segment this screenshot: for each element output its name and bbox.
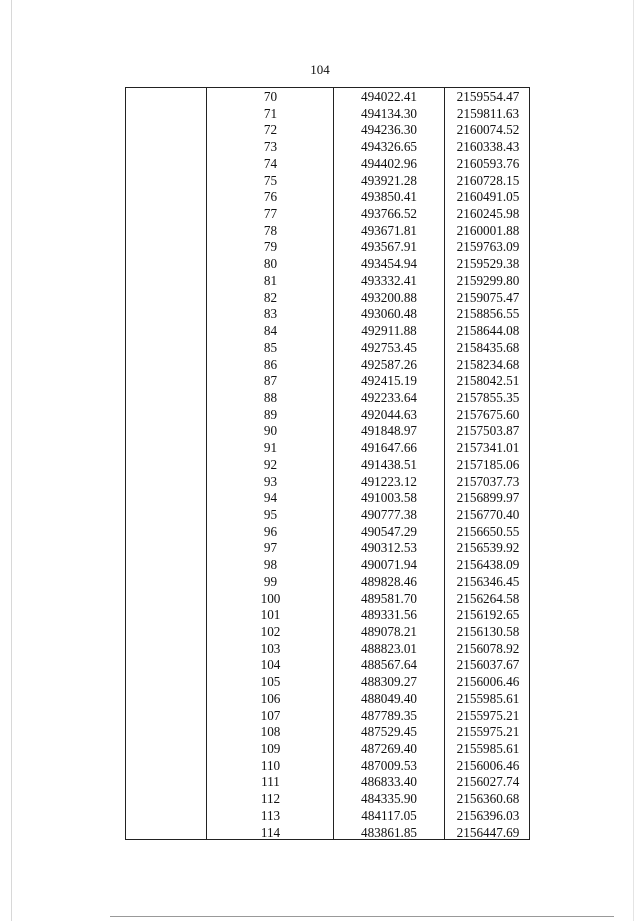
- x-coordinate-cell: 489828.46: [360, 573, 418, 589]
- y-coordinate-cell: 2156006.46: [456, 757, 520, 773]
- point-number-cell: 82: [263, 289, 278, 305]
- table-row: [126, 757, 529, 774]
- y-coordinate-cell: 2160245.98: [456, 206, 520, 222]
- x-coordinate-cell: 487269.40: [360, 741, 418, 757]
- table-row: [126, 623, 529, 640]
- y-coordinate-cell: 2158644.08: [456, 323, 520, 339]
- table-row: [126, 673, 529, 690]
- table-row: [126, 255, 529, 272]
- point-number-cell: 84: [263, 323, 278, 339]
- y-coordinate-cell: 2156027.74: [456, 774, 520, 790]
- point-number-cell: 86: [263, 356, 278, 372]
- x-coordinate-cell: 484335.90: [360, 791, 418, 807]
- table-row: [126, 121, 529, 138]
- x-coordinate-cell: 490071.94: [360, 557, 418, 573]
- y-coordinate-cell: 2157675.60: [456, 406, 520, 422]
- table-row: [126, 707, 529, 724]
- table-row: [126, 155, 529, 172]
- point-number-cell: 70: [263, 89, 278, 104]
- y-coordinate-cell: 2156899.97: [456, 490, 520, 506]
- point-number-cell: 87: [263, 373, 278, 389]
- point-number-cell: 96: [263, 523, 278, 539]
- table-row: [126, 606, 529, 623]
- y-coordinate-cell: 2160728.15: [456, 172, 520, 188]
- table-row: [126, 188, 529, 205]
- x-coordinate-cell: 486833.40: [360, 774, 418, 790]
- table-row: [126, 740, 529, 757]
- x-coordinate-cell: 493921.28: [360, 172, 418, 188]
- table-row: [126, 573, 529, 590]
- y-coordinate-cell: 2159554.47: [456, 89, 520, 104]
- y-coordinate-cell: 2159075.47: [456, 289, 520, 305]
- table-body: [126, 88, 529, 840]
- x-coordinate-cell: 494402.96: [360, 155, 418, 171]
- table-row: [126, 690, 529, 707]
- table-row: [126, 773, 529, 790]
- table-row: [126, 640, 529, 657]
- y-coordinate-cell: 2158435.68: [456, 339, 520, 355]
- y-coordinate-cell: 2160338.43: [456, 139, 520, 155]
- x-coordinate-cell: 492415.19: [360, 373, 418, 389]
- point-number-cell: 103: [260, 640, 281, 656]
- x-coordinate-cell: 493454.94: [360, 256, 418, 272]
- page-number: 104: [310, 62, 330, 77]
- y-coordinate-cell: 2156650.55: [456, 523, 520, 539]
- x-coordinate-cell: 491003.58: [360, 490, 418, 506]
- x-coordinate-cell: 490312.53: [360, 540, 418, 556]
- point-number-cell: 109: [260, 741, 281, 757]
- x-coordinate-cell: 492753.45: [360, 339, 418, 355]
- page-edge-right: [633, 0, 634, 921]
- x-coordinate-cell: 493850.41: [360, 189, 418, 205]
- x-coordinate-cell: 483861.85: [360, 824, 418, 840]
- y-coordinate-cell: 2157855.35: [456, 389, 520, 405]
- table-row: [126, 289, 529, 306]
- point-number-cell: 113: [260, 807, 281, 823]
- table-row: [126, 406, 529, 423]
- point-number-cell: 110: [260, 757, 281, 773]
- table-row: [126, 723, 529, 740]
- point-number-cell: 71: [263, 105, 278, 121]
- table-row: [126, 439, 529, 456]
- point-number-cell: 114: [260, 824, 281, 840]
- x-coordinate-cell: 494134.30: [360, 105, 418, 121]
- table-row: [126, 422, 529, 439]
- point-number-cell: 99: [263, 573, 278, 589]
- y-coordinate-cell: 2156006.46: [456, 674, 520, 690]
- x-coordinate-cell: 493766.52: [360, 206, 418, 222]
- table-row: [126, 88, 529, 105]
- table-row: [126, 238, 529, 255]
- x-coordinate-cell: 488309.27: [360, 674, 418, 690]
- point-number-cell: 76: [263, 189, 278, 205]
- table-row: [126, 222, 529, 239]
- x-coordinate-cell: 484117.05: [361, 807, 417, 823]
- point-number-cell: 85: [263, 339, 278, 355]
- point-number-cell: 79: [263, 239, 278, 255]
- point-number-cell: 89: [263, 406, 278, 422]
- y-coordinate-cell: 2155975.21: [456, 724, 520, 740]
- y-coordinate-cell: 2156447.69: [456, 824, 520, 840]
- point-number-cell: 100: [260, 590, 281, 606]
- table-row: [126, 523, 529, 540]
- x-coordinate-cell: 488823.01: [360, 640, 418, 656]
- x-coordinate-cell: 487009.53: [360, 757, 418, 773]
- table-row: [126, 138, 529, 155]
- point-number-cell: 88: [263, 389, 278, 405]
- y-coordinate-cell: 2155985.61: [456, 741, 520, 757]
- y-coordinate-cell: 2159529.38: [456, 256, 520, 272]
- point-number-cell: 102: [260, 624, 281, 639]
- point-number-cell: 78: [263, 222, 278, 238]
- y-coordinate-cell: 2159299.80: [456, 272, 520, 288]
- point-number-cell: 83: [263, 306, 278, 322]
- point-number-cell: 97: [263, 540, 278, 556]
- point-number-cell: 72: [263, 122, 278, 138]
- y-coordinate-cell: 2160001.88: [456, 222, 520, 238]
- y-coordinate-cell: 2156078.92: [456, 640, 520, 656]
- table-row: [126, 105, 529, 122]
- x-coordinate-cell: 487529.45: [360, 724, 418, 740]
- x-coordinate-cell: 491223.12: [360, 473, 418, 489]
- y-coordinate-cell: 2157503.87: [456, 423, 520, 439]
- x-coordinate-cell: 492911.88: [361, 323, 417, 339]
- x-coordinate-cell: 493200.88: [360, 289, 418, 305]
- point-number-cell: 105: [260, 674, 281, 690]
- table-row: [126, 790, 529, 807]
- x-coordinate-cell: 492044.63: [360, 406, 418, 422]
- y-coordinate-cell: 2157185.06: [456, 456, 520, 472]
- table-row: [126, 456, 529, 473]
- table-row: [126, 807, 529, 824]
- point-number-cell: 106: [260, 690, 281, 706]
- point-number-cell: 111: [261, 774, 280, 790]
- x-coordinate-cell: 490547.29: [360, 523, 418, 539]
- x-coordinate-cell: 493060.48: [360, 306, 418, 322]
- y-coordinate-cell: 2156396.03: [456, 807, 520, 823]
- y-coordinate-cell: 2160074.52: [456, 122, 520, 138]
- x-coordinate-cell: 488567.64: [360, 657, 418, 673]
- x-coordinate-cell: 489331.56: [360, 607, 418, 623]
- y-coordinate-cell: 2157341.01: [456, 440, 520, 456]
- x-coordinate-cell: 492587.26: [360, 356, 418, 372]
- point-number-cell: 104: [260, 657, 281, 673]
- y-coordinate-cell: 2158042.51: [456, 373, 520, 389]
- table-row: [126, 205, 529, 222]
- table-row: [126, 339, 529, 356]
- y-coordinate-cell: 2159811.63: [456, 105, 520, 121]
- x-coordinate-cell: 493671.81: [360, 222, 418, 238]
- x-coordinate-cell: 491438.51: [360, 456, 418, 472]
- y-coordinate-cell: 2156192.65: [456, 607, 520, 623]
- point-number-cell: 107: [260, 707, 281, 723]
- table-row: [126, 322, 529, 339]
- x-coordinate-cell: 489078.21: [360, 624, 418, 639]
- y-coordinate-cell: 2156539.92: [456, 540, 520, 556]
- y-coordinate-cell: 2156130.58: [456, 624, 520, 639]
- point-number-cell: 95: [263, 506, 278, 522]
- table-row: [126, 305, 529, 322]
- point-number-cell: 93: [263, 473, 278, 489]
- point-number-cell: 101: [260, 607, 281, 623]
- point-number-cell: 80: [263, 256, 278, 272]
- x-coordinate-cell: 488049.40: [360, 690, 418, 706]
- table-row: [126, 389, 529, 406]
- page-edge-left: [11, 0, 12, 921]
- table-row: [126, 372, 529, 389]
- y-coordinate-cell: 2160593.76: [456, 155, 520, 171]
- table-row: [126, 172, 529, 189]
- y-coordinate-cell: 2158856.55: [456, 306, 520, 322]
- point-number-cell: 81: [263, 272, 278, 288]
- y-coordinate-cell: 2157037.73: [456, 473, 520, 489]
- y-coordinate-cell: 2160491.05: [456, 189, 520, 205]
- x-coordinate-cell: 490777.38: [360, 506, 418, 522]
- point-number-cell: 112: [260, 791, 281, 807]
- point-number-cell: 98: [263, 557, 278, 573]
- y-coordinate-cell: 2155985.61: [456, 690, 520, 706]
- page-edge-bottom: [110, 916, 614, 917]
- point-number-cell: 90: [263, 423, 278, 439]
- x-coordinate-cell: 491848.97: [360, 423, 418, 439]
- point-number-cell: 94: [263, 490, 278, 506]
- table-row: [126, 356, 529, 373]
- y-coordinate-cell: 2156346.45: [456, 573, 520, 589]
- y-coordinate-cell: 2156037.67: [456, 657, 520, 673]
- table-row: [126, 473, 529, 490]
- y-coordinate-cell: 2156264.58: [456, 590, 520, 606]
- y-coordinate-cell: 2156360.68: [456, 791, 520, 807]
- table-row: [126, 590, 529, 607]
- x-coordinate-cell: 494326.65: [360, 139, 418, 155]
- point-number-cell: 73: [263, 139, 278, 155]
- y-coordinate-cell: 2159763.09: [456, 239, 520, 255]
- x-coordinate-cell: 493567.91: [360, 239, 418, 255]
- point-number-cell: 108: [260, 724, 281, 740]
- table-row: [126, 506, 529, 523]
- x-coordinate-cell: 491647.66: [360, 440, 418, 456]
- point-number-cell: 92: [263, 456, 278, 472]
- x-coordinate-cell: 494236.30: [360, 122, 418, 138]
- table-row: [126, 824, 529, 841]
- y-coordinate-cell: 2156438.09: [456, 557, 520, 573]
- table-row: [126, 539, 529, 556]
- table-row: [126, 272, 529, 289]
- y-coordinate-cell: 2158234.68: [456, 356, 520, 372]
- y-coordinate-cell: 2156770.40: [456, 506, 520, 522]
- y-coordinate-cell: 2155975.21: [456, 707, 520, 723]
- point-number-cell: 77: [263, 206, 278, 222]
- x-coordinate-cell: 494022.41: [360, 89, 418, 104]
- x-coordinate-cell: 487789.35: [360, 707, 418, 723]
- x-coordinate-cell: 489581.70: [360, 590, 418, 606]
- x-coordinate-cell: 492233.64: [360, 389, 418, 405]
- point-number-cell: 75: [263, 172, 278, 188]
- table-row: [126, 489, 529, 506]
- table-row: [126, 556, 529, 573]
- x-coordinate-cell: 493332.41: [360, 272, 418, 288]
- coordinate-table: [125, 87, 530, 840]
- point-number-cell: 91: [263, 440, 278, 456]
- point-number-cell: 74: [263, 155, 278, 171]
- table-row: [126, 656, 529, 673]
